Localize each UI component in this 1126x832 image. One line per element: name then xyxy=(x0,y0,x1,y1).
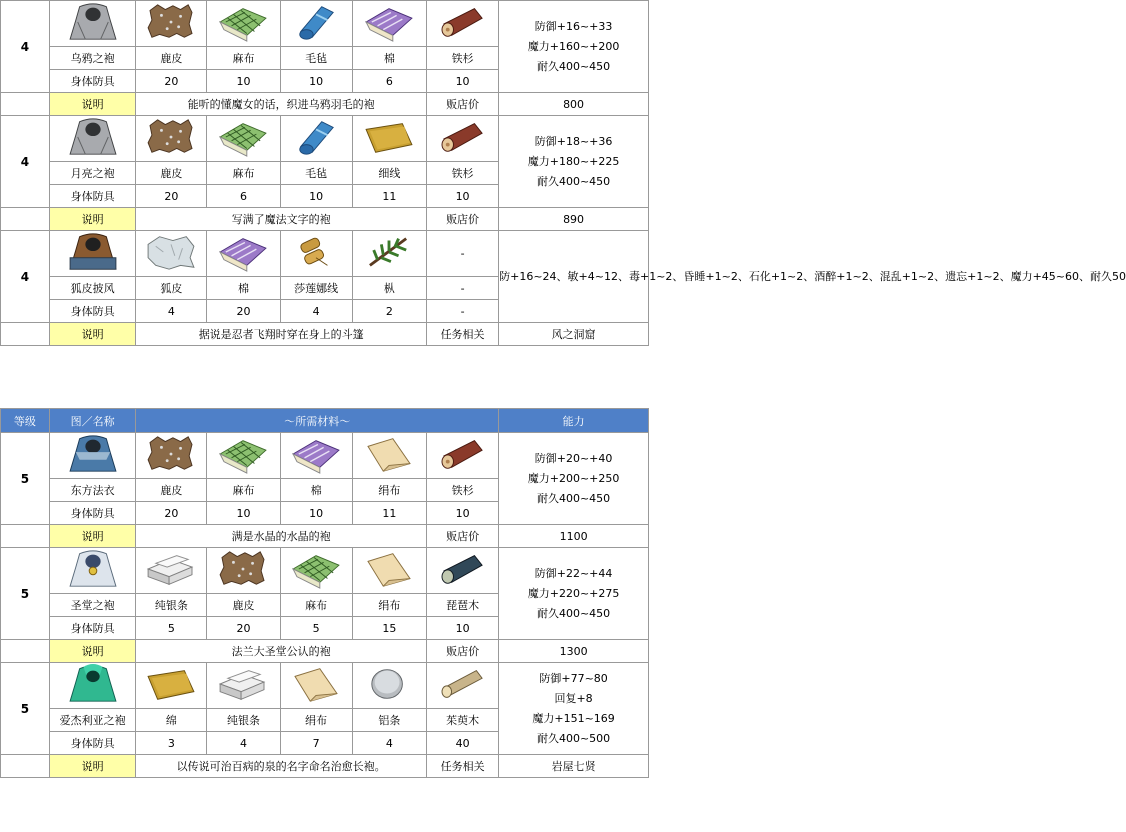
ability-line: 防御+77~80 xyxy=(539,671,608,685)
price-label: 任务相关 xyxy=(427,323,499,346)
desc-label: 说明 xyxy=(49,323,136,346)
material-qty: 11 xyxy=(352,502,426,525)
material-qty: 10 xyxy=(427,185,499,208)
description: 法兰大圣堂公认的袍 xyxy=(136,640,427,663)
material-image xyxy=(427,663,499,709)
loquat-log-icon xyxy=(434,548,492,590)
price: 1300 xyxy=(499,640,649,663)
material-image xyxy=(136,548,207,594)
material-name: 棉 xyxy=(280,479,352,502)
material-qty: 4 xyxy=(207,732,280,755)
material-image xyxy=(352,663,426,709)
material-qty: 5 xyxy=(136,617,207,640)
header-level: 等级 xyxy=(1,409,50,433)
material-qty: 10 xyxy=(280,185,352,208)
material-qty: 20 xyxy=(136,70,207,93)
deer-hide-icon xyxy=(142,116,200,158)
material-name: 绢布 xyxy=(280,709,352,732)
material-qty: 10 xyxy=(280,70,352,93)
header-materials: ～所需材料～ xyxy=(136,409,499,433)
material-image xyxy=(427,116,499,162)
cotton-icon xyxy=(214,231,272,273)
item-name: 月亮之袍 xyxy=(49,162,136,185)
price-label: 任务相关 xyxy=(427,755,499,778)
item-name: 圣堂之袍 xyxy=(49,594,136,617)
level-cell: 4 xyxy=(1,231,50,323)
material-name: 茱萸木 xyxy=(427,709,499,732)
item-image xyxy=(49,231,136,277)
material-placeholder: - xyxy=(427,231,499,277)
cotton-icon xyxy=(287,433,345,475)
recipe-table-level5 xyxy=(0,408,649,778)
header-name: 图／名称 xyxy=(49,409,136,433)
ability-line: 耐久400~500 xyxy=(536,731,611,745)
recipe-image-row xyxy=(1,663,649,709)
material-image xyxy=(280,548,352,594)
material-image xyxy=(136,663,207,709)
ability-line: 耐久400~450 xyxy=(536,606,611,620)
price: 890 xyxy=(499,208,649,231)
silver-bar-icon xyxy=(142,548,200,590)
ability-line: 魔力+220~+275 xyxy=(527,586,620,600)
material-qty: 3 xyxy=(136,732,207,755)
felt-icon xyxy=(287,116,345,158)
material-qty: 20 xyxy=(207,617,280,640)
thread-icon xyxy=(142,663,200,705)
material-qty: 20 xyxy=(136,185,207,208)
item-category: 身体防具 xyxy=(49,70,136,93)
egeria-robe-icon xyxy=(64,663,122,705)
item-image xyxy=(49,433,136,479)
price-label: 贩店价 xyxy=(427,640,499,663)
price: 岩屋七贤 xyxy=(499,755,649,778)
material-name: 铝条 xyxy=(352,709,426,732)
material-qty: 20 xyxy=(136,502,207,525)
ability-cell xyxy=(499,433,649,525)
table-header xyxy=(1,409,649,433)
description: 以传说可治百病的泉的名字命名治愈长袍。 xyxy=(136,755,427,778)
item-name: 爱杰利亚之袍 xyxy=(49,709,136,732)
level-cell: 4 xyxy=(1,116,50,208)
material-name: 莎莲娜线 xyxy=(280,277,352,300)
cotton-icon xyxy=(360,1,418,43)
level-cell: 4 xyxy=(1,1,50,93)
recipe-image-row xyxy=(1,433,649,479)
material-image xyxy=(352,1,426,47)
material-name: 棉 xyxy=(352,47,426,70)
item-image xyxy=(49,116,136,162)
item-image xyxy=(49,663,136,709)
item-category: 身体防具 xyxy=(49,185,136,208)
material-qty: 11 xyxy=(352,185,426,208)
item-name: 东方法衣 xyxy=(49,479,136,502)
silk-icon xyxy=(360,548,418,590)
material-name: 铁杉 xyxy=(427,479,499,502)
desc-label: 说明 xyxy=(49,208,136,231)
material-image xyxy=(280,116,352,162)
ability-line: 魔力+200~+250 xyxy=(527,471,620,485)
item-category: 身体防具 xyxy=(49,732,136,755)
material-qty: 4 xyxy=(352,732,426,755)
linen-icon xyxy=(214,1,272,43)
material-name: 麻布 xyxy=(280,594,352,617)
material-name: 鹿皮 xyxy=(207,594,280,617)
material-name: 铁杉 xyxy=(427,162,499,185)
ability-line: 耐久400~450 xyxy=(536,491,611,505)
desc-label: 说明 xyxy=(49,525,136,548)
material-name: 鹿皮 xyxy=(136,479,207,502)
material-image xyxy=(136,231,207,277)
material-name: 棉 xyxy=(207,277,280,300)
level-cell: 5 xyxy=(1,433,50,525)
sarena-thread-icon xyxy=(287,231,345,273)
ability-cell xyxy=(499,663,649,755)
price: 1100 xyxy=(499,525,649,548)
material-name: 绵 xyxy=(136,709,207,732)
material-name: 麻布 xyxy=(207,479,280,502)
material-image xyxy=(352,433,426,479)
item-image xyxy=(49,548,136,594)
material-name: 麻布 xyxy=(207,162,280,185)
description: 满是水晶的水晶的袍 xyxy=(136,525,427,548)
moon-robe-icon xyxy=(64,116,122,158)
crow-robe-icon xyxy=(64,1,122,43)
description: 能听的懂魔女的话，织进乌鸦羽毛的袍 xyxy=(136,93,427,116)
felt-icon xyxy=(287,1,345,43)
material-qty: - xyxy=(427,300,499,323)
material-name: 纯银条 xyxy=(207,709,280,732)
silk-icon xyxy=(360,433,418,475)
dogwood-log-icon xyxy=(434,663,492,705)
material-name: 鹿皮 xyxy=(136,162,207,185)
material-image xyxy=(427,1,499,47)
ability-cell: 防+16~24、敏+4~12、毒+1~2、昏睡+1~2、石化+1~2、酒醉+1~2、混乱+1~2、遗忘+1~2、魔力+45~60、耐久50 xyxy=(499,231,649,323)
ability-line: 魔力+151~169 xyxy=(532,711,615,725)
ability-line: 防御+20~+40 xyxy=(534,451,613,465)
deer-hide-icon xyxy=(214,548,272,590)
item-category: 身体防具 xyxy=(49,617,136,640)
material-name: 毛毡 xyxy=(280,162,352,185)
material-image xyxy=(136,1,207,47)
item-name: 乌鸦之袍 xyxy=(49,47,136,70)
recipe-desc-row xyxy=(1,640,649,663)
material-name: 细线 xyxy=(352,162,426,185)
ability-line: 魔力+180~+225 xyxy=(527,154,620,168)
ability-cell xyxy=(499,1,649,93)
level-cell: 5 xyxy=(1,548,50,640)
price-label: 贩店价 xyxy=(427,208,499,231)
material-name: 绢布 xyxy=(352,594,426,617)
hemlock-log-icon xyxy=(434,116,492,158)
material-image xyxy=(207,433,280,479)
material-qty: 20 xyxy=(207,300,280,323)
recipe-image-row xyxy=(1,231,649,277)
item-category: 身体防具 xyxy=(49,300,136,323)
material-image xyxy=(207,663,280,709)
description: 写满了魔法文字的袍 xyxy=(136,208,427,231)
material-name: 麻布 xyxy=(207,47,280,70)
recipe-desc-row xyxy=(1,755,649,778)
ability-cell xyxy=(499,116,649,208)
fir-branch-icon xyxy=(360,231,418,273)
item-image xyxy=(49,1,136,47)
hemlock-log-icon xyxy=(434,1,492,43)
ability-line: 魔力+160~+200 xyxy=(527,39,620,53)
aluminum-disc-icon xyxy=(360,663,418,705)
linen-icon xyxy=(214,433,272,475)
recipe-image-row xyxy=(1,548,649,594)
recipe-image-row xyxy=(1,1,649,47)
material-name: 狐皮 xyxy=(136,277,207,300)
recipe-desc-row xyxy=(1,208,649,231)
material-image xyxy=(207,548,280,594)
ability-line: 防御+22~+44 xyxy=(534,566,613,580)
material-qty: 10 xyxy=(207,70,280,93)
material-qty: 10 xyxy=(280,502,352,525)
fox-cloak-icon xyxy=(64,231,122,273)
material-qty: 40 xyxy=(427,732,499,755)
ability-line: 防御+16~+33 xyxy=(534,19,613,33)
material-qty: 10 xyxy=(427,70,499,93)
material-qty: 10 xyxy=(427,617,499,640)
recipe-desc-row xyxy=(1,93,649,116)
material-qty: 10 xyxy=(427,502,499,525)
header-ability: 能力 xyxy=(499,409,649,433)
material-qty: 4 xyxy=(280,300,352,323)
material-name: 绢布 xyxy=(352,479,426,502)
description: 据说是忍者飞翔时穿在身上的斗篷 xyxy=(136,323,427,346)
material-image xyxy=(136,116,207,162)
desc-label: 说明 xyxy=(49,640,136,663)
level-cell: 5 xyxy=(1,663,50,755)
material-qty: 7 xyxy=(280,732,352,755)
item-name: 狐皮披风 xyxy=(49,277,136,300)
material-qty: 6 xyxy=(207,185,280,208)
material-qty: 15 xyxy=(352,617,426,640)
material-qty: 6 xyxy=(352,70,426,93)
material-name: 鹿皮 xyxy=(136,47,207,70)
silver-bar-icon xyxy=(214,663,272,705)
recipe-image-row xyxy=(1,116,649,162)
material-name: 枞 xyxy=(352,277,426,300)
material-image xyxy=(136,433,207,479)
material-image xyxy=(207,116,280,162)
linen-icon xyxy=(214,116,272,158)
material-name: 纯银条 xyxy=(136,594,207,617)
material-qty: 2 xyxy=(352,300,426,323)
material-image xyxy=(207,231,280,277)
material-image xyxy=(280,663,352,709)
material-qty: 10 xyxy=(207,502,280,525)
price: 800 xyxy=(499,93,649,116)
material-image xyxy=(280,433,352,479)
ability-line: 回复+8 xyxy=(554,691,593,705)
material-qty: 4 xyxy=(136,300,207,323)
material-image xyxy=(280,1,352,47)
sanctuary-robe-icon xyxy=(64,548,122,590)
item-category: 身体防具 xyxy=(49,502,136,525)
silk-icon xyxy=(287,663,345,705)
recipe-desc-row xyxy=(1,323,649,346)
material-image xyxy=(352,548,426,594)
material-image xyxy=(207,1,280,47)
ability-line: 耐久400~450 xyxy=(536,59,611,73)
recipe-table-level4 xyxy=(0,0,1126,346)
eastern-robe-icon xyxy=(64,433,122,475)
material-name: - xyxy=(427,277,499,300)
material-name: 铁杉 xyxy=(427,47,499,70)
fox-hide-icon xyxy=(142,231,200,273)
deer-hide-icon xyxy=(142,433,200,475)
ability-line: 耐久400~450 xyxy=(536,174,611,188)
thread-icon xyxy=(360,116,418,158)
ability-cell xyxy=(499,548,649,640)
desc-label: 说明 xyxy=(49,93,136,116)
material-image xyxy=(352,231,426,277)
price-label: 贩店价 xyxy=(427,525,499,548)
price-label: 贩店价 xyxy=(427,93,499,116)
material-image xyxy=(280,231,352,277)
material-name: 毛毡 xyxy=(280,47,352,70)
ability-line: 防御+18~+36 xyxy=(534,134,613,148)
linen-icon xyxy=(287,548,345,590)
deer-hide-icon xyxy=(142,1,200,43)
hemlock-log-icon xyxy=(434,433,492,475)
material-image xyxy=(427,548,499,594)
recipe-desc-row xyxy=(1,525,649,548)
material-name: 琵琶木 xyxy=(427,594,499,617)
price: 风之洞窟 xyxy=(499,323,649,346)
material-image xyxy=(427,433,499,479)
desc-label: 说明 xyxy=(49,755,136,778)
material-image xyxy=(352,116,426,162)
material-qty: 5 xyxy=(280,617,352,640)
